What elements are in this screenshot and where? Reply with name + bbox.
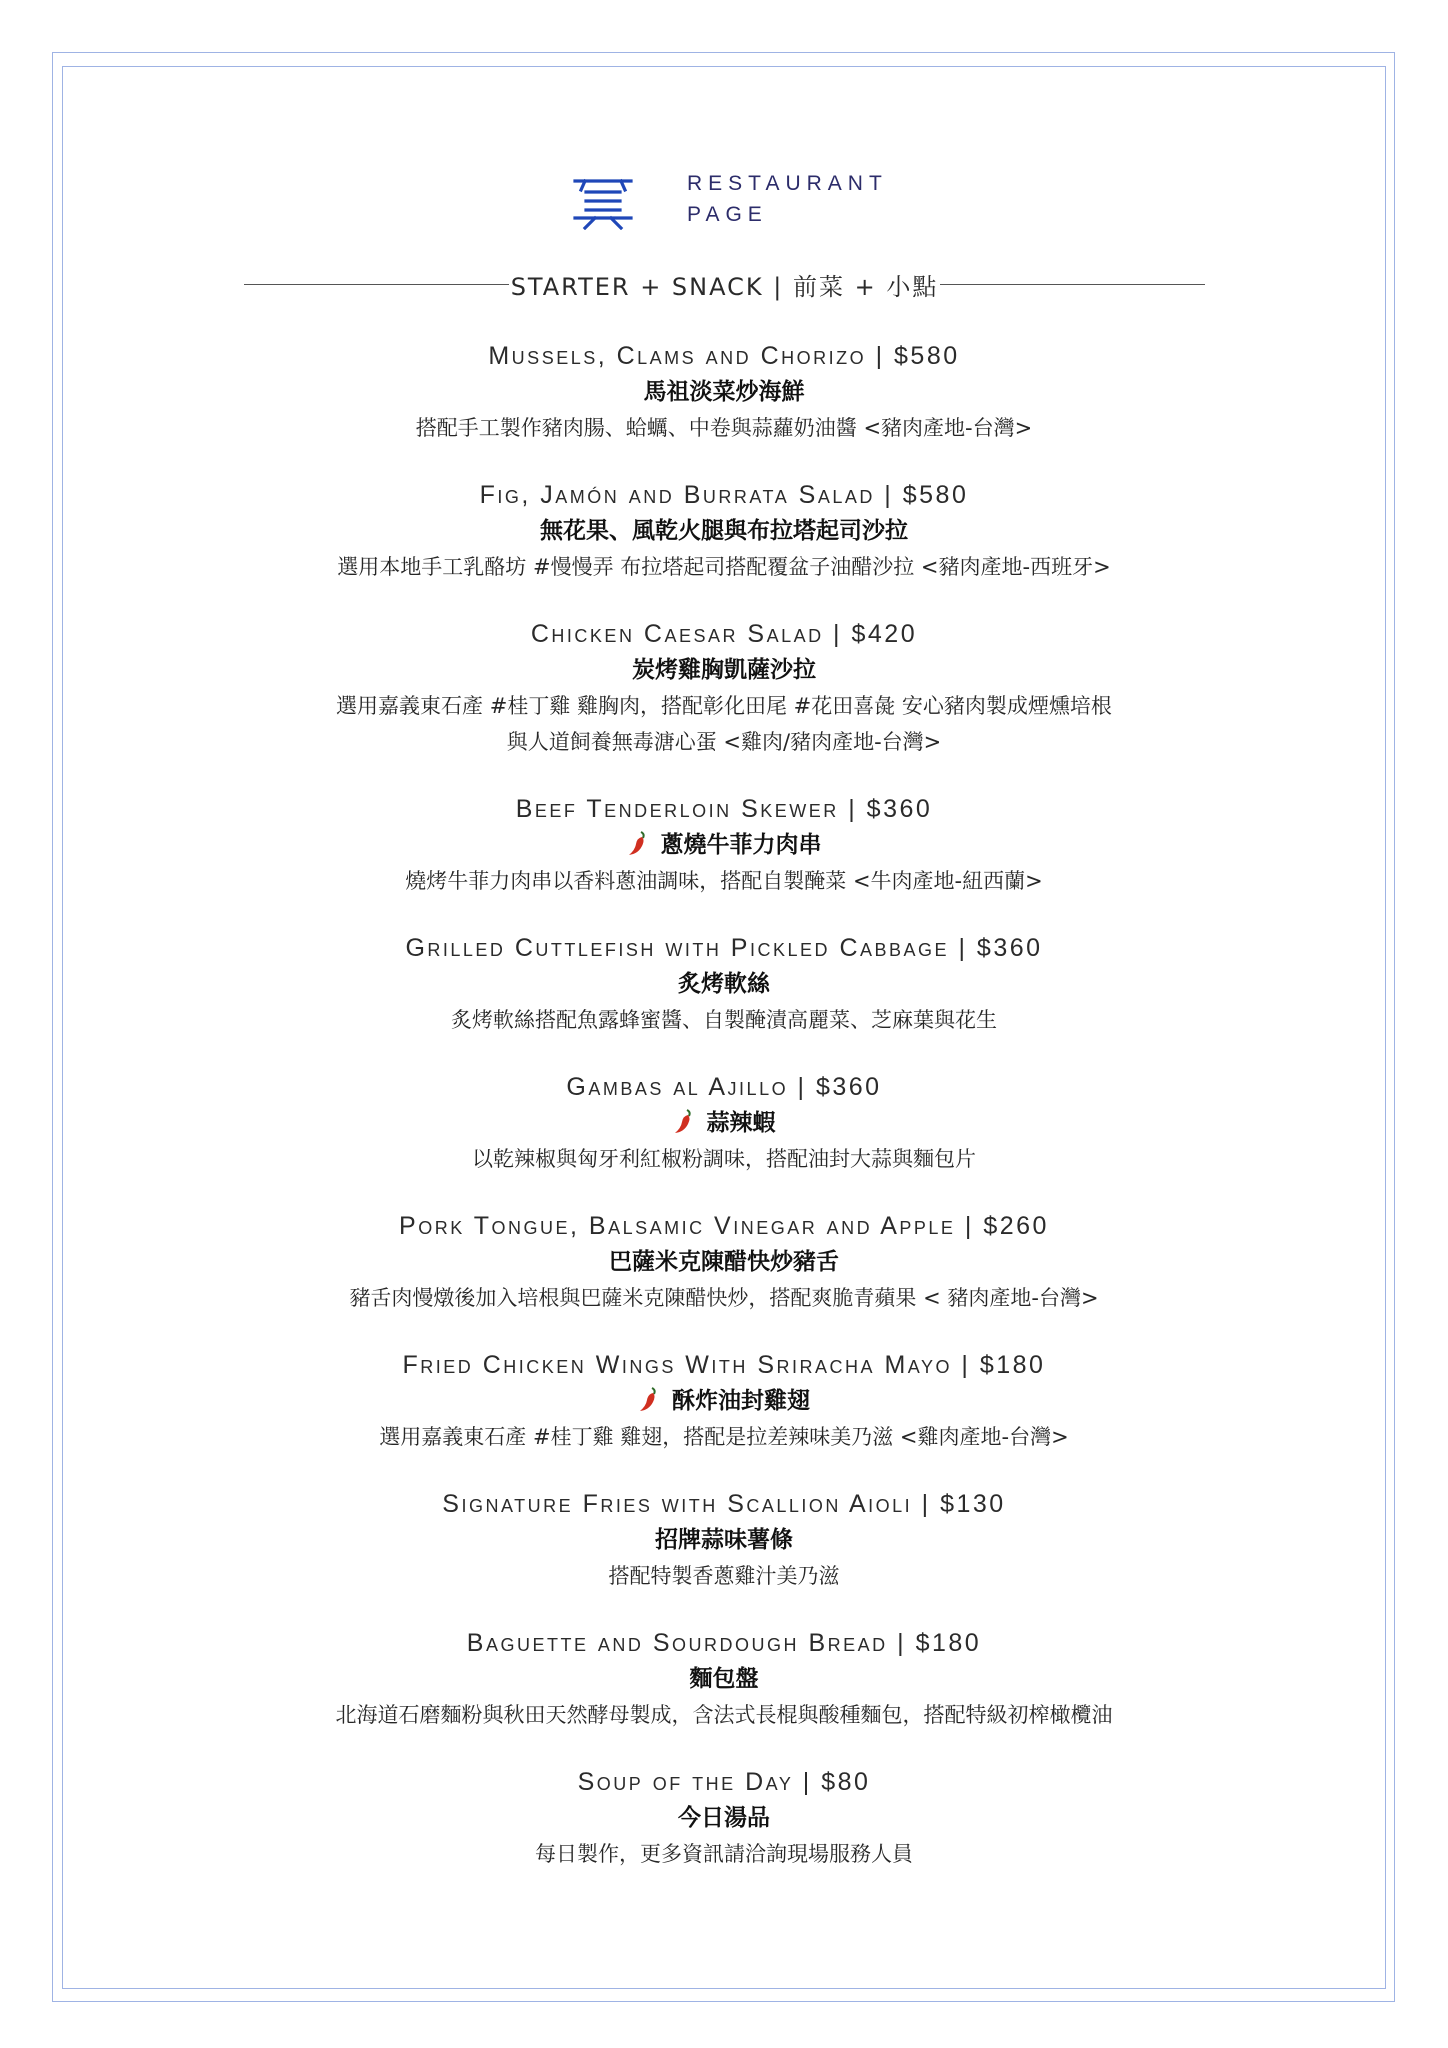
dish-name-zh: 今日湯品 bbox=[678, 1805, 770, 1831]
dish-name-zh-row bbox=[200, 374, 1248, 410]
dish-name-zh: 蒜辣蝦 bbox=[706, 1110, 776, 1136]
dish-name-en: Chicken Caesar Salad | $420 bbox=[530, 620, 918, 648]
dish-description bbox=[200, 1280, 1248, 1316]
dish-name-zh: 炭烤雞胸凱薩沙拉 bbox=[632, 657, 816, 683]
page-logo-icon bbox=[573, 178, 633, 230]
menu-item bbox=[200, 338, 1248, 446]
dish-name-zh-row bbox=[200, 652, 1248, 688]
menu-list bbox=[200, 338, 1248, 1903]
menu-item bbox=[200, 1347, 1248, 1455]
menu-item bbox=[200, 1625, 1248, 1733]
description-line: 以乾辣椒與匈牙利紅椒粉調味，搭配油封大蒜與麵包片 bbox=[472, 1147, 976, 1171]
dish-name-zh: 麵包盤 bbox=[689, 1666, 759, 1692]
description-line: 每日製作，更多資訊請洽詢現場服務人員 bbox=[535, 1842, 913, 1866]
menu-item bbox=[200, 791, 1248, 899]
dish-name-zh: 招牌蒜味薯條 bbox=[655, 1527, 793, 1553]
dish-description bbox=[200, 863, 1248, 899]
description-line: 豬舌肉慢燉後加入培根與巴薩米克陳醋快炒，搭配爽脆青蘋果 < 豬肉產地-台灣> bbox=[349, 1286, 1099, 1310]
section-title: STARTER + SNACK | 前菜 + 小點 bbox=[510, 272, 939, 301]
dish-name-en: Pork Tongue, Balsamic Vinegar and Apple | $260 bbox=[399, 1212, 1049, 1240]
dish-description bbox=[200, 1558, 1248, 1594]
dish-name-zh-row bbox=[200, 1522, 1248, 1558]
dish-name-en: Fried Chicken Wings With Sriracha Mayo | $180 bbox=[402, 1351, 1046, 1379]
dish-name-zh-row bbox=[200, 966, 1248, 1002]
logo-wordmark bbox=[687, 168, 927, 230]
chili-pepper-icon bbox=[638, 1386, 658, 1412]
restaurant-logo bbox=[573, 168, 893, 238]
dish-description bbox=[200, 1836, 1248, 1872]
description-line: 選用本地手工乳酪坊 #慢慢弄 布拉塔起司搭配覆盆子油醋沙拉 <豬肉產地-西班牙> bbox=[337, 555, 1111, 579]
menu-item bbox=[200, 616, 1248, 760]
dish-name-zh: 蔥燒牛菲力肉串 bbox=[660, 832, 822, 858]
description-line: 炙烤軟絲搭配魚露蜂蜜醬、自製醃漬高麗菜、芝麻葉與花生 bbox=[451, 1008, 997, 1032]
dish-name-zh-row bbox=[200, 513, 1248, 549]
dish-name-zh-row bbox=[200, 1383, 1248, 1419]
dish-name-zh-row bbox=[200, 1105, 1248, 1141]
chili-pepper-icon bbox=[627, 830, 647, 856]
description-line: 搭配手工製作豬肉腸、蛤蠣、中卷與蒜蘿奶油醬 <豬肉產地-台灣> bbox=[415, 416, 1033, 440]
logo-line-1: RESTAURANT bbox=[687, 172, 888, 195]
description-line: 選用嘉義東石產 #桂丁雞 雞翅，搭配是拉差辣味美乃滋 <雞肉產地-台灣> bbox=[379, 1425, 1069, 1449]
dish-name-en: Fig, Jamón and Burrata Salad | $580 bbox=[479, 481, 969, 509]
description-line: 燒烤牛菲力肉串以香料蔥油調味，搭配自製醃菜 <牛肉產地-紐西蘭> bbox=[405, 869, 1043, 893]
header-rule-left bbox=[244, 284, 509, 285]
description-line: 北海道石磨麵粉與秋田天然酵母製成，含法式長棍與酸種麵包，搭配特級初榨橄欖油 bbox=[335, 1703, 1113, 1727]
dish-description bbox=[200, 410, 1248, 446]
dish-name-en: Baguette and Sourdough Bread | $180 bbox=[466, 1629, 982, 1657]
dish-name-en: Signature Fries with Scallion Aioli | $130 bbox=[442, 1490, 1006, 1518]
header-rule-right bbox=[940, 284, 1205, 285]
dish-name-zh-row bbox=[200, 1661, 1248, 1697]
dish-name-zh-row bbox=[200, 1244, 1248, 1280]
menu-item bbox=[200, 1069, 1248, 1177]
chili-pepper-icon bbox=[673, 1108, 693, 1134]
dish-name-en: Mussels, Clams and Chorizo | $580 bbox=[488, 342, 960, 370]
dish-name-zh-row bbox=[200, 827, 1248, 863]
description-line: 與人道飼養無毒溏心蛋 <雞肉/豬肉產地-台灣> bbox=[506, 730, 942, 754]
dish-name-zh: 酥炸油封雞翅 bbox=[672, 1388, 810, 1414]
menu-item bbox=[200, 930, 1248, 1038]
menu-item bbox=[200, 477, 1248, 585]
dish-description bbox=[200, 1697, 1248, 1733]
description-line: 搭配特製香蔥雞汁美乃滋 bbox=[608, 1564, 840, 1588]
dish-name-zh: 馬祖淡菜炒海鮮 bbox=[643, 379, 805, 405]
dish-description bbox=[200, 1141, 1248, 1177]
section-header bbox=[244, 266, 1205, 302]
dish-description bbox=[200, 549, 1248, 585]
menu-item bbox=[200, 1764, 1248, 1872]
dish-name-zh: 巴薩米克陳醋快炒豬舌 bbox=[609, 1249, 839, 1275]
menu-item bbox=[200, 1486, 1248, 1594]
menu-item bbox=[200, 1208, 1248, 1316]
dish-description bbox=[200, 688, 1248, 760]
dish-name-en: Grilled Cuttlefish with Pickled Cabbage | $360 bbox=[405, 934, 1043, 962]
dish-name-zh: 無花果、風乾火腿與布拉塔起司沙拉 bbox=[540, 518, 908, 544]
dish-name-zh: 炙烤軟絲 bbox=[678, 971, 770, 997]
dish-description bbox=[200, 1002, 1248, 1038]
dish-name-zh-row bbox=[200, 1800, 1248, 1836]
logo-line-2: PAGE bbox=[687, 203, 768, 226]
description-line: 選用嘉義東石產 #桂丁雞 雞胸肉，搭配彰化田尾 #花田喜彘 安心豬肉製成煙燻培根 bbox=[336, 694, 1112, 718]
dish-name-en: Gambas al Ajillo | $360 bbox=[566, 1073, 882, 1101]
dish-description bbox=[200, 1419, 1248, 1455]
dish-name-en: Beef Tenderloin Skewer | $360 bbox=[515, 795, 933, 823]
dish-name-en: Soup of the Day | $80 bbox=[577, 1768, 871, 1796]
